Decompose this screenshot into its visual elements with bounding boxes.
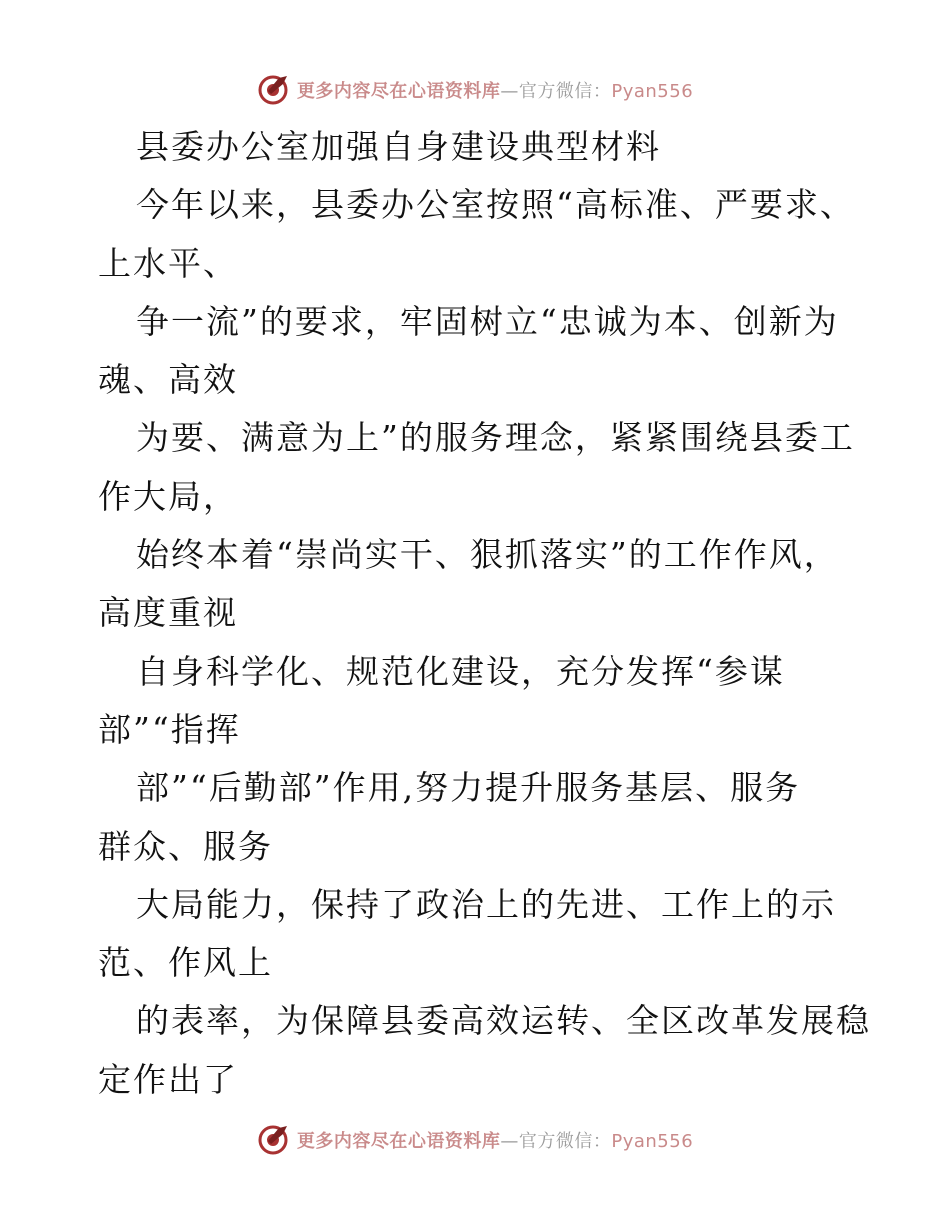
document-line: 部”“指挥 [98,709,241,749]
document-line: 部”“后勤部”作用,努力提升服务基层、服务 [136,768,801,808]
document-line: 自身科学化、规范化建设，充分发挥“参谋 [136,651,785,691]
document-line: 的表率，为保障县委高效运转、全区改革发展稳 [136,1001,871,1041]
document-line: 作大局， [98,476,238,516]
document-line: 始终本着“崇尚实干、狠抓落实”的工作作风， [136,535,839,575]
document-title: 县委办公室加强自身建设典型材料 [136,127,661,166]
banner-text [297,77,693,103]
document-line: 大局能力，保持了政治上的先进、工作上的示 [136,884,836,924]
document-line: 争一流”的要求，牢固树立“忠诚为本、创新为 [136,301,839,341]
banner-wechat-id: Pyan556 [611,81,694,102]
header-banner [0,70,950,110]
document-line: 高度重视 [98,593,238,633]
footer-banner [0,1120,950,1160]
document-line: 范、作风上 [98,943,273,983]
banner-wechat-label: 官方微信： [518,81,612,102]
document-line: 上水平、 [98,243,238,283]
banner-title: 更多内容尽在心语资料库 [296,1131,501,1152]
banner-wechat-label: 官方微信： [518,1131,612,1152]
banner-wechat-id: Pyan556 [611,1131,694,1152]
quill-pen-logo-icon [257,1124,289,1156]
document-line: 魂、高效 [98,360,238,400]
document-body [98,118,871,1109]
document-line: 为要、满意为上”的服务理念，紧紧围绕县委工 [136,418,855,458]
banner-text [297,1127,693,1153]
document-line: 今年以来，县委办公室按照“高标准、严要求、 [136,185,855,225]
banner-separator: — [500,1131,519,1152]
quill-pen-logo-icon [257,74,289,106]
banner-separator: — [500,81,519,102]
banner-title: 更多内容尽在心语资料库 [296,81,501,102]
document-line: 定作出了 [98,1059,238,1099]
document-line: 群众、服务 [98,826,273,866]
